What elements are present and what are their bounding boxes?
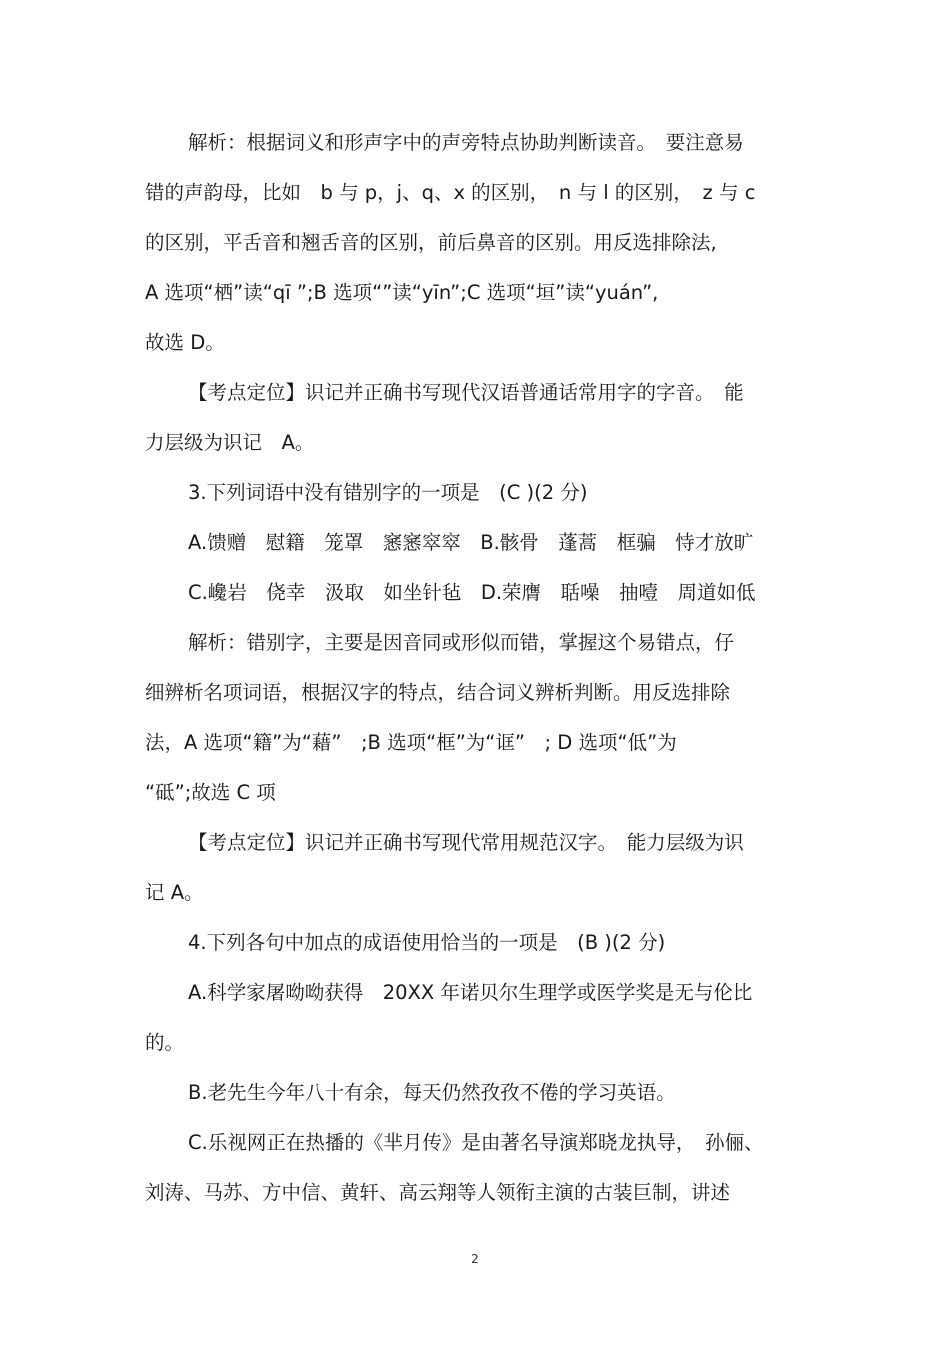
paragraph-line: 细辨析名项词语，根据汉字的特点，结合词义辨析判断。用反选排除 — [145, 681, 731, 704]
paragraph-line: 解析：错别字，主要是因音同或形似而错，掌握这个易错点，仔 — [188, 631, 735, 654]
paragraph-line: 刘涛、马苏、方中信、黄轩、高云翔等人领衔主演的古装巨制，讲述 — [145, 1181, 731, 1204]
paragraph-line: 力层级为识记 A。 — [145, 431, 315, 454]
paragraph-line: A 选项“栖”读“qī ”;B 选项“”读“yīn”;C 选项“垣”读“yuán”, — [145, 281, 659, 304]
question-4-option-b: B.老先生今年八十有余，每天仍然孜孜不倦的学习英语。 — [188, 1081, 676, 1104]
paragraph-line: 记 A。 — [145, 881, 204, 904]
paragraph-line: 法，A 选项“籍”为“藉” ;B 选项“框”为“诓” ; D 选项“低”为 — [145, 731, 677, 754]
question-4-option-a: A.科学家屠呦呦获得 20XX 年诺贝尔生理学或医学奖是无与伦比 — [188, 981, 753, 1004]
paragraph-line: 错的声韵母，比如 b 与 p，j、q、x 的区别， n 与 l 的区别， z 与 c — [145, 181, 756, 204]
paragraph-line: 解析：根据词义和形声字中的声旁特点协助判断读音。 要注意易 — [188, 131, 744, 154]
paragraph-line: 【考点定位】识记并正确书写现代汉语普通话常用字的字音。 能 — [188, 381, 744, 404]
question-3-stem: 3.下列词语中没有错别字的一项是 (C )(2 分) — [188, 481, 588, 504]
paragraph-line: “砥”;故选 C 项 — [145, 781, 276, 804]
question-3-options-cd: C.巉岩 侥幸 汲取 如坐针毡 D.荣膺 聒噪 抽噎 周道如低 — [188, 581, 756, 604]
page-number: 2 — [471, 1252, 479, 1266]
question-4-option-c: C.乐视网正在热播的《芈月传》是由著名导演郑晓龙执导， 孙俪、 — [188, 1131, 764, 1154]
question-3-options-ab: A.馈赠 慰籍 笼罩 窸窸窣窣 B.骸骨 蓬蒿 框骗 恃才放旷 — [188, 531, 754, 554]
question-4-stem: 4.下列各句中加点的成语使用恰当的一项是 (B )(2 分) — [188, 931, 666, 954]
paragraph-line: 故选 D。 — [145, 331, 225, 354]
paragraph-line: 的区别，平舌音和翘舌音的区别，前后鼻音的区别。用反选排除法, — [145, 231, 717, 254]
paragraph-line: 【考点定位】识记并正确书写现代常用规范汉字。 能力层级为识 — [188, 831, 744, 854]
paragraph-line: 的。 — [145, 1031, 185, 1054]
